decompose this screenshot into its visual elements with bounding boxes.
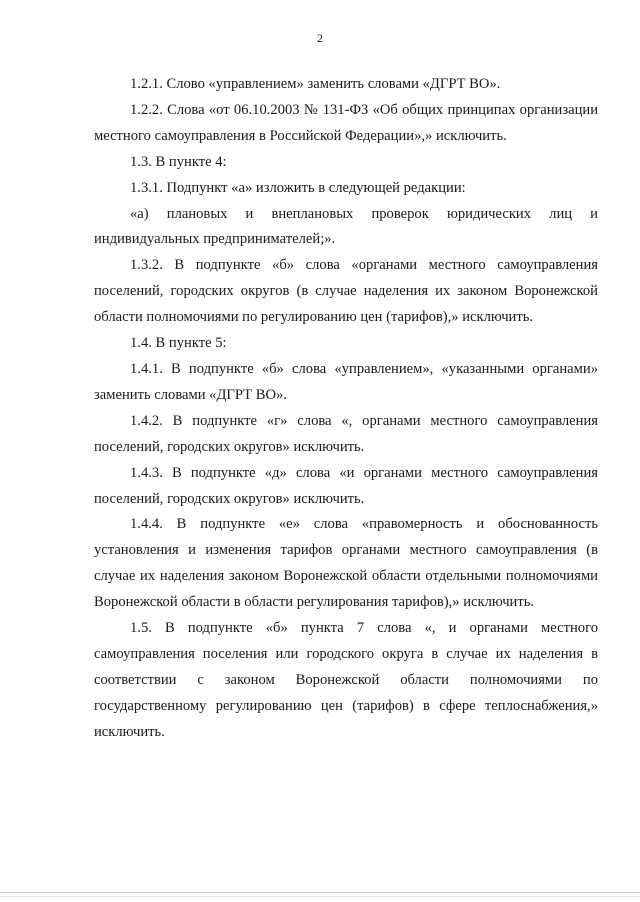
paragraph-1-5: 1.5. В подпункте «б» пункта 7 слова «, и органами местного самоуправления поселения или городского округа в случае их наделения в соответствии с законом Воронежской области полномочиями по государственному регулированию цен (тарифов) в сфере теплоснабжения,» исключить.: [94, 620, 598, 740]
paragraph-subitem-a: «а) плановых и внеплановых проверок юридических лиц и индивидуальных предпринимателей;».: [94, 205, 598, 248]
paragraph-1-4-3: 1.4.3. В подпункте «д» слова «и органами местного самоуправления поселений, городских округов» исключить.: [94, 464, 598, 507]
paragraph-1-3: 1.3. В пункте 4:: [130, 153, 227, 170]
page-number: 2: [317, 31, 323, 45]
paragraph-1-3-1: 1.3.1. Подпункт «а» изложить в следующей редакции:: [130, 179, 466, 196]
paragraph-1-4-4: 1.4.4. В подпункте «е» слова «правомерность и обоснованность установления и изменения тарифов органами местного самоуправления (в случае их наделения законом Воронежской области отдельными полномочиями Воронежской области в области регулирования тарифов),» исключить.: [94, 516, 598, 611]
paragraph-1-2-1: 1.2.1. Слово «управлением» заменить словами «ДГРТ ВО».: [130, 76, 501, 92]
paragraph-1-2-2: 1.2.2. Слова «от 06.10.2003 № 131-ФЗ «Об общих принципах организации местного самоуправления в Российской Федерации»,» исключить.: [94, 101, 598, 144]
paragraph-1-4: 1.4. В пункте 5:: [130, 335, 227, 352]
scan-edge-line-secondary: [0, 896, 640, 897]
paragraph-1-4-1: 1.4.1. В подпункте «б» слова «управлением», «указанными органами» заменить словами «ДГРТ ВО».: [94, 360, 598, 403]
document-body: [94, 72, 598, 746]
scan-edge-line: [0, 892, 640, 893]
paragraph-1-4-2: 1.4.2. В подпункте «г» слова «, органами местного самоуправления поселений, городских округов» исключить.: [94, 412, 598, 455]
paragraph-1-3-2: 1.3.2. В подпункте «б» слова «органами местного самоуправления поселений, городских округов (в случае наделения их законом Воронежской области полномочиями по регулированию цен (тарифов),» исключить.: [94, 257, 598, 326]
